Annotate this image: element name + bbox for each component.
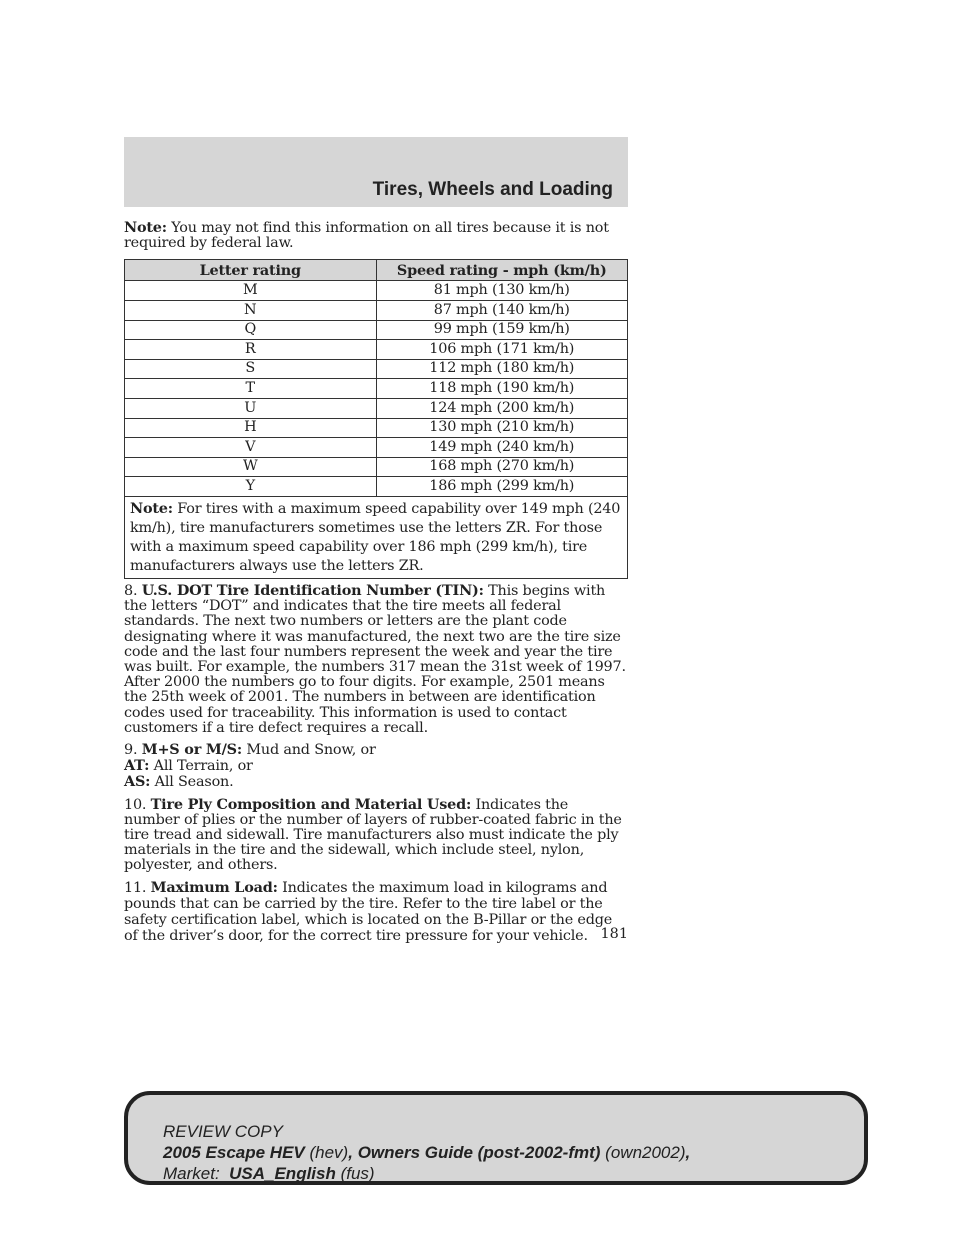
speed-cell: 124 mph (200 km/h) — [376, 398, 628, 418]
speed-cell: 130 mph (210 km/h) — [376, 418, 628, 438]
note-label: Note: — [124, 219, 167, 236]
column-header-letter: Letter rating — [125, 260, 377, 281]
note-text: You may not find this information on all tires because it is not required by federal law. — [124, 220, 609, 252]
table-row — [125, 340, 628, 360]
item-10-number: 10. — [124, 796, 151, 813]
letter-cell: M — [125, 281, 377, 301]
table-note-text: For tires with a maximum speed capability over 149 mph (240 km/h), tire manufacturers sometimes use the letters ZR. For those with a maximum speed capability over 186 mph (299 km/h), tire manufacturers always use the letters ZR. — [130, 500, 621, 574]
letter-cell: V — [125, 438, 377, 458]
table-row — [125, 477, 628, 497]
item-9-paragraph — [124, 742, 628, 791]
table-row — [125, 398, 628, 418]
table-row — [125, 438, 628, 458]
table-row — [125, 418, 628, 438]
item-8-label: U.S. DOT Tire Identification Number (TIN): — [141, 581, 484, 599]
footer-model-code: (hev) — [304, 1143, 349, 1162]
ms-text: Mud and Snow, or — [242, 741, 376, 758]
speed-rating-table — [124, 259, 628, 579]
item-8-number: 8. — [124, 582, 142, 599]
footer-market-label: Market: — [163, 1164, 230, 1183]
speed-cell: 118 mph (190 km/h) — [376, 379, 628, 399]
item-11-text: Indicates the maximum load in kilograms and pounds that can be carried by the tire. Refer to the tire label or the safety certification label, which is located on the B-Pillar or the edge of the driver’s door, for the correct tire pressure for your vehicle. — [124, 879, 613, 945]
footer-text — [163, 1121, 690, 1184]
speed-cell: 168 mph (270 km/h) — [376, 457, 628, 477]
review-copy-label: REVIEW COPY — [163, 1122, 283, 1141]
page-number: 181 — [600, 926, 628, 942]
footer-market-code: (fus) — [335, 1164, 375, 1183]
letter-cell: Y — [125, 477, 377, 497]
footer-market-line — [163, 1163, 690, 1184]
at-label: AT: — [124, 757, 150, 775]
table-header-row — [125, 260, 628, 281]
note-top — [124, 220, 628, 251]
page-content — [124, 220, 628, 951]
table-row — [125, 320, 628, 340]
letter-cell: U — [125, 398, 377, 418]
letter-cell: Q — [125, 320, 377, 340]
as-label: AS: — [124, 773, 151, 791]
speed-cell: 99 mph (159 km/h) — [376, 320, 628, 340]
review-copy-footer — [124, 1091, 868, 1185]
letter-cell: H — [125, 418, 377, 438]
table-note-cell — [125, 496, 628, 578]
footer-sep-2: , — [685, 1143, 691, 1162]
letter-cell: W — [125, 457, 377, 477]
item-11-number: 11. — [124, 879, 151, 896]
table-note-label: Note: — [130, 499, 173, 517]
table-note-row — [125, 496, 628, 578]
footer-sep-1: , — [348, 1143, 358, 1162]
letter-cell: R — [125, 340, 377, 360]
section-title: Tires, Wheels and Loading — [372, 179, 613, 200]
speed-cell: 186 mph (299 km/h) — [376, 477, 628, 497]
footer-guide: Owners Guide (post-2002-fmt) — [357, 1143, 601, 1162]
footer-model: 2005 Escape HEV — [163, 1143, 305, 1162]
footer-document-line — [163, 1142, 690, 1163]
speed-cell: 112 mph (180 km/h) — [376, 359, 628, 379]
item-10-text: Indicates the number of plies or the number of layers of rubber-coated fabric in the tire tread and sidewall. Tire manufacturers also must indicate the ply materials in the tire and the sidewall, which include steel, nylon, polyester, and others. — [124, 796, 622, 874]
letter-cell: S — [125, 359, 377, 379]
section-header-band — [124, 137, 628, 207]
speed-cell: 149 mph (240 km/h) — [376, 438, 628, 458]
table-row — [125, 359, 628, 379]
letter-cell: N — [125, 301, 377, 321]
speed-cell: 87 mph (140 km/h) — [376, 301, 628, 321]
item-11-label: Maximum Load: — [150, 878, 278, 896]
table-row — [125, 457, 628, 477]
footer-market: USA_English — [229, 1164, 336, 1183]
item-10-label: Tire Ply Composition and Material Used: — [150, 795, 472, 813]
footer-guide-code: (own2002) — [600, 1143, 686, 1162]
at-text: All Terrain, or — [149, 758, 253, 775]
item-9-number: 9. — [124, 741, 142, 758]
speed-cell: 106 mph (171 km/h) — [376, 340, 628, 360]
speed-cell: 81 mph (130 km/h) — [376, 281, 628, 301]
table-row — [125, 301, 628, 321]
as-text: All Season. — [150, 774, 234, 791]
ms-label: M+S or M/S: — [141, 740, 242, 758]
column-header-speed: Speed rating - mph (km/h) — [376, 260, 628, 281]
item-8-text: This begins with the letters “DOT” and indicates that the tire meets all federal standards. The next two numbers or letters are the plant code designating where it was manufactured, the next two are the tire size code and the last four numbers represent the week and year the tire was built. For example, the numbers 317 mean the 31st week of 1997. After 2000 the numbers go to four digits. For example, 2501 means the 25th week of 2001. The numbers in between are identification codes used for traceability. This information is used to contact customers if a tire defect requires a recall. — [124, 582, 626, 736]
table-row — [125, 379, 628, 399]
table-row — [125, 281, 628, 301]
item-10-paragraph — [124, 797, 628, 874]
item-8-paragraph — [124, 583, 628, 736]
letter-cell: T — [125, 379, 377, 399]
